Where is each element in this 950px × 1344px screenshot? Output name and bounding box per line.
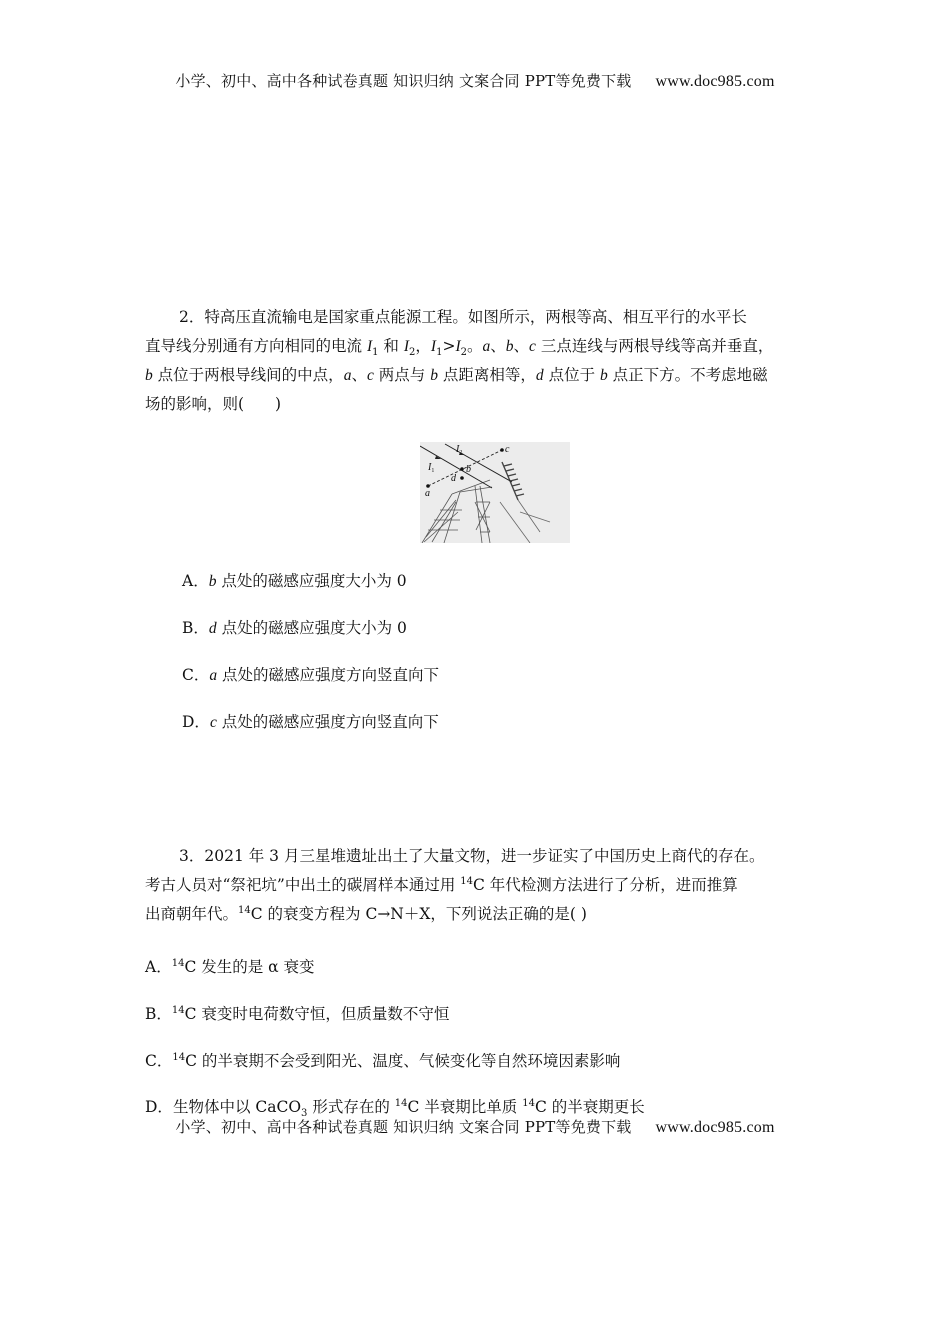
label-I1: $I_1$: [428, 462, 435, 474]
q2-line-4: 场的影响，则( ): [145, 395, 282, 413]
q2-option-d[interactable]: D．c 点处的磁感应强度方向竖直向下: [182, 713, 439, 731]
q3-line-3: 出商朝年代。$^{14}$C 的衰变方程为 C→N＋X，下列说法正确的是( ): [145, 904, 587, 923]
label-I2: $I_2$: [456, 444, 463, 456]
q3-line-2: 考古人员对“祭祀坑”中出土的碳屑样本通过用 $^{14}$C 年代检测方法进行了分析，进而推算: [145, 875, 738, 894]
page-header-bottom: [0, 1116, 950, 1137]
point-c: [500, 448, 504, 452]
figure-background: [420, 442, 570, 543]
power-line-figure: [420, 442, 570, 543]
page-header-top: [0, 70, 950, 91]
q3-line-1: 3．2021 年 3 月三星堆遗址出土了大量文物，进一步证实了中国历史上商代的存在。: [179, 847, 765, 865]
q2-option-c[interactable]: C．a 点处的磁感应强度方向竖直向下: [182, 666, 440, 684]
header-text: 小学、初中、高中各种试卷真题 知识归纳 文案合同 PPT等免费下载: [175, 72, 632, 90]
footer-url[interactable]: www.doc985.com: [655, 1119, 775, 1136]
point-d: [460, 476, 464, 480]
q2-option-b[interactable]: B．d 点处的磁感应强度大小为 0: [182, 619, 407, 637]
label-c: c: [505, 444, 510, 455]
label-b: b: [466, 464, 471, 475]
label-d: d: [451, 473, 456, 484]
q2-line-1: 2．特高压直流输电是国家重点能源工程。如图所示，两根等高、相互平行的水平长: [179, 308, 747, 326]
q3-option-b[interactable]: B．$^{14}$C 衰变时电荷数守恒，但质量数不守恒: [145, 1004, 450, 1023]
q2-option-a[interactable]: A．b 点处的磁感应强度大小为 0: [182, 572, 407, 590]
question-3-stem: [145, 842, 813, 929]
point-b: [460, 467, 464, 471]
q3-option-d[interactable]: D．生物体中以 CaCO$_3$ 形式存在的 $^{14}$C 半衰期比单质 $^{14}$C 的半衰期更长: [145, 1097, 645, 1120]
q3-option-a[interactable]: A．$^{14}$C 发生的是 α 衰变: [145, 957, 315, 976]
q2-line-2: 直导线分别通有方向相同的电流 $I_1$ 和 $I_2$，$I_1>I_2$。a、b、c 三点连线与两根导线等高并垂直，: [145, 337, 774, 359]
question-2-stem: [145, 303, 813, 419]
q2-line-3: b 点位于两根导线间的中点，a、c 两点与 b 点距离相等，d 点位于 b 点正下方。不考虑地磁: [145, 366, 768, 384]
q3-option-c[interactable]: C．$^{14}$C 的半衰期不会受到阳光、温度、气候变化等自然环境因素影响: [145, 1051, 621, 1070]
footer-text: 小学、初中、高中各种试卷真题 知识归纳 文案合同 PPT等免费下载: [175, 1118, 632, 1136]
label-a: a: [425, 488, 430, 499]
header-url[interactable]: www.doc985.com: [655, 73, 775, 90]
